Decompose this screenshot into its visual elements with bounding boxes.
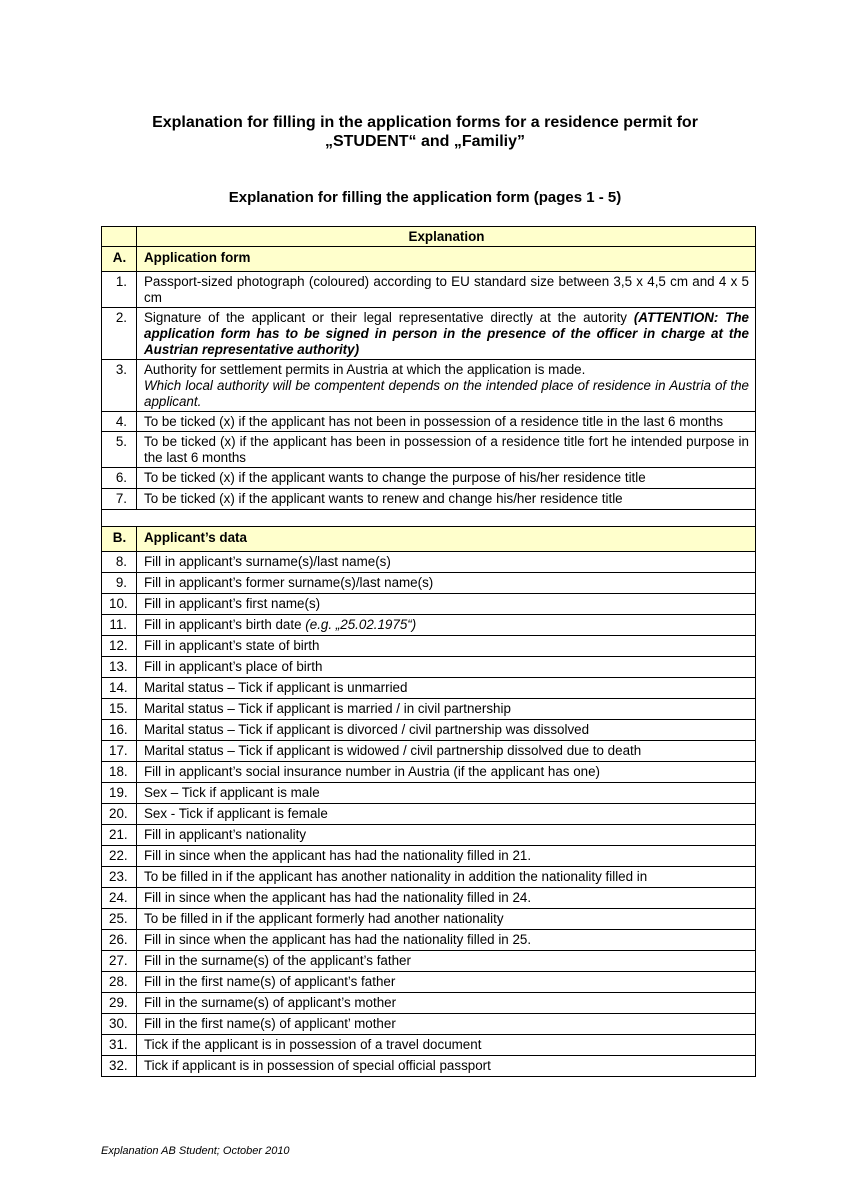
row-text: Tick if applicant is in possession of special official passport [144, 1058, 491, 1073]
table-row [102, 272, 756, 308]
table-row [102, 867, 756, 888]
row-text: Marital status – Tick if applicant is divorced / civil partnership was dissolved [144, 722, 590, 737]
table-row [102, 360, 756, 412]
row-example: (e.g. „25.02.1975“) [305, 617, 417, 632]
row-number: 8. [102, 552, 137, 573]
row-number: 9. [102, 573, 137, 594]
row-text: Marital status – Tick if applicant is married / in civil partnership [144, 701, 511, 716]
document-title [100, 113, 750, 151]
attention-note: (ATTENTION: The application form has to be signed in person in the presence of the officer in charge at the Austrian representative authority) [144, 310, 750, 357]
table-row [102, 1056, 756, 1077]
table-row [102, 951, 756, 972]
table-row [102, 930, 756, 951]
row-number: 26. [102, 930, 137, 951]
row-text: Fill in since when the applicant has had the nationality filled in 25. [144, 932, 532, 947]
row-number: 16. [102, 720, 137, 741]
row-text: Fill in applicant’s place of birth [144, 659, 323, 674]
row-text-cell [137, 360, 756, 412]
table-row [102, 993, 756, 1014]
row-text-cell [137, 615, 756, 636]
table-row [102, 741, 756, 762]
table-row [102, 594, 756, 615]
table-row [102, 308, 756, 360]
row-text-cell [137, 825, 756, 846]
table-row [102, 489, 756, 510]
row-number: 4. [102, 412, 137, 432]
section-a-letter: A. [102, 247, 137, 272]
title-line-2: „STUDENT“ and „Familiy” [324, 133, 526, 150]
row-text: Signature of the applicant or their legal representative directly at the autority [144, 310, 634, 325]
table-row [102, 468, 756, 489]
row-text: Fill in applicant’s nationality [144, 827, 307, 842]
row-text: To be filled in if the applicant has another nationality in addition the nationality filled in [144, 869, 648, 884]
table-row [102, 432, 756, 468]
explanation-table [101, 226, 756, 1077]
row-text-cell [137, 1056, 756, 1077]
table-row [102, 783, 756, 804]
row-text-cell [137, 888, 756, 909]
row-text-cell [137, 804, 756, 825]
table-row [102, 972, 756, 993]
table-row [102, 804, 756, 825]
row-text: To be ticked (x) if the applicant has been in possession of a residence title fort he intended purpose in the last 6 months [137, 432, 756, 468]
row-number: 6. [102, 468, 137, 489]
row-text: Fill in the first name(s) of applicant’ mother [144, 1016, 396, 1031]
row-number: 30. [102, 1014, 137, 1035]
table-row [102, 552, 756, 573]
row-number: 23. [102, 867, 137, 888]
row-text: Fill in since when the applicant has had the nationality filled in 21. [144, 848, 532, 863]
table-row [102, 699, 756, 720]
page-footer: Explanation AB Student; October 2010 [101, 1145, 290, 1157]
row-number: 1. [102, 272, 137, 308]
row-number: 5. [102, 432, 137, 468]
table-row [102, 657, 756, 678]
row-text: To be ticked (x) if the applicant has not been in possession of a residence title in the last 6 months [137, 412, 756, 432]
row-number: 11. [102, 615, 137, 636]
row-number: 10. [102, 594, 137, 615]
row-number: 14. [102, 678, 137, 699]
row-number: 32. [102, 1056, 137, 1077]
row-number: 2. [102, 308, 137, 360]
row-text: To be ticked (x) if the applicant wants to renew and change his/her residence title [137, 489, 756, 510]
table-row [102, 909, 756, 930]
row-note: Which local authority will be compentent depends on the intended place of residence in Austria of the applicant. [144, 378, 749, 409]
row-number: 22. [102, 846, 137, 867]
row-number: 28. [102, 972, 137, 993]
section-b-letter: B. [102, 527, 137, 552]
row-text: To be filled in if the applicant formerly had another nationality [144, 911, 504, 926]
row-text-cell [137, 993, 756, 1014]
row-text-cell [137, 1014, 756, 1035]
table-row [102, 615, 756, 636]
row-text-cell [137, 1035, 756, 1056]
row-text-cell [137, 636, 756, 657]
table-header-row [102, 227, 756, 247]
section-b-row [102, 527, 756, 552]
row-text-cell [137, 699, 756, 720]
row-text: Fill in applicant’s birth date [144, 617, 306, 632]
spacer-cell [102, 510, 756, 527]
row-text: Fill in applicant’s former surname(s)/last name(s) [144, 575, 434, 590]
row-number: 19. [102, 783, 137, 804]
row-text-cell [137, 552, 756, 573]
row-text: Passport-sized photograph (coloured) according to EU standard size between 3,5 x 4,5 cm and 4 x 5 cm [137, 272, 756, 308]
table-row [102, 846, 756, 867]
row-text-cell [137, 930, 756, 951]
row-text-cell [137, 741, 756, 762]
table-row [102, 825, 756, 846]
row-text-cell [137, 678, 756, 699]
row-number: 21. [102, 825, 137, 846]
row-text: Marital status – Tick if applicant is widowed / civil partnership dissolved due to death [144, 743, 642, 758]
row-text: Fill in applicant’s surname(s)/last name(s) [144, 554, 391, 569]
row-text: Marital status – Tick if applicant is unmarried [144, 680, 408, 695]
row-number: 3. [102, 360, 137, 412]
table-row [102, 1014, 756, 1035]
row-number: 25. [102, 909, 137, 930]
document-subtitle: Explanation for filling the application form (pages 1 - 5) [228, 189, 622, 206]
spacer-row [102, 510, 756, 527]
row-text: Fill in applicant’s social insurance number in Austria (if the applicant has one) [144, 764, 601, 779]
row-number: 12. [102, 636, 137, 657]
table-row [102, 762, 756, 783]
row-text-cell [137, 762, 756, 783]
row-text: Fill in the first name(s) of applicant’s father [144, 974, 396, 989]
row-text: Fill in since when the applicant has had the nationality filled in 24. [144, 890, 532, 905]
row-text-cell [137, 951, 756, 972]
table-row [102, 636, 756, 657]
row-text-cell [137, 720, 756, 741]
row-number: 24. [102, 888, 137, 909]
row-number: 31. [102, 1035, 137, 1056]
row-number: 17. [102, 741, 137, 762]
row-text: Fill in applicant’s first name(s) [144, 596, 321, 611]
row-text-cell [137, 867, 756, 888]
header-empty-cell [102, 227, 137, 247]
row-text-cell [137, 909, 756, 930]
row-text: Sex - Tick if applicant is female [144, 806, 328, 821]
title-line-1: Explanation for filling in the application forms for a residence permit for [152, 114, 698, 131]
table-row [102, 720, 756, 741]
row-text-cell [137, 657, 756, 678]
table-row [102, 573, 756, 594]
row-number: 13. [102, 657, 137, 678]
row-text-cell [137, 308, 756, 360]
row-text: Sex – Tick if applicant is male [144, 785, 320, 800]
row-number: 18. [102, 762, 137, 783]
row-text: To be ticked (x) if the applicant wants to change the purpose of his/her residence title [137, 468, 756, 489]
section-b-title: Applicant’s data [137, 527, 756, 552]
row-text: Fill in applicant’s state of birth [144, 638, 320, 653]
row-text-cell [137, 573, 756, 594]
header-explanation: Explanation [137, 227, 756, 247]
section-a-row [102, 247, 756, 272]
table-row [102, 412, 756, 432]
section-a-title: Application form [137, 247, 756, 272]
row-number: 15. [102, 699, 137, 720]
row-text: Fill in the surname(s) of applicant’s mother [144, 995, 397, 1010]
row-number: 20. [102, 804, 137, 825]
row-text-cell [137, 594, 756, 615]
row-number: 27. [102, 951, 137, 972]
row-text: Tick if the applicant is in possession of a travel document [144, 1037, 482, 1052]
table-row [102, 678, 756, 699]
row-number: 29. [102, 993, 137, 1014]
row-text-cell [137, 783, 756, 804]
table-row [102, 1035, 756, 1056]
row-text-cell [137, 972, 756, 993]
row-text: Authority for settlement permits in Austria at which the application is made. [144, 362, 586, 377]
row-text: Fill in the surname(s) of the applicant’s father [144, 953, 411, 968]
table-row [102, 888, 756, 909]
row-number: 7. [102, 489, 137, 510]
row-text-cell [137, 846, 756, 867]
